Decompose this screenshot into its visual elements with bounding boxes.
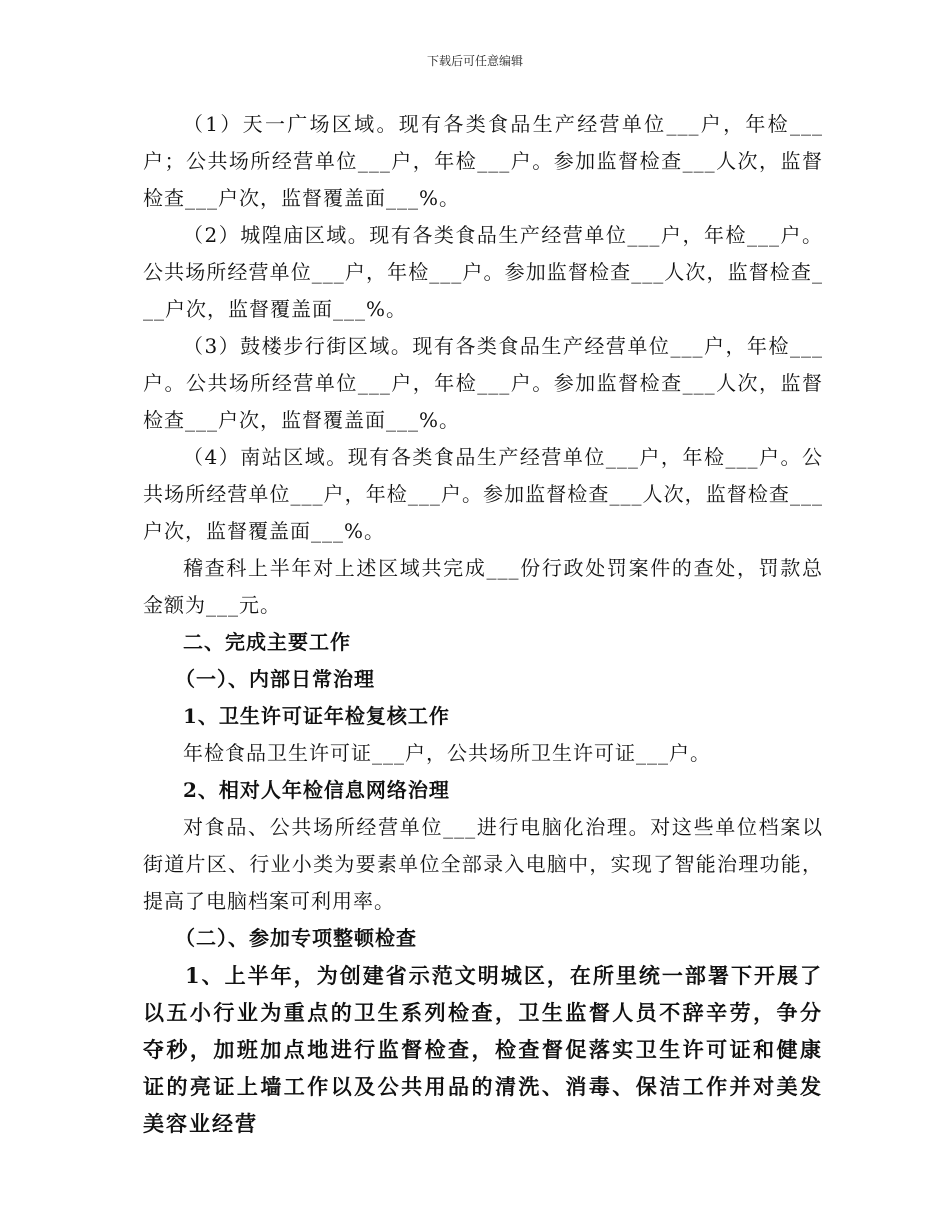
item-text-special-inspection: 1、上半年，为创建省示范文明城区，在所里统一部署下开展了以五小行业为重点的卫生系列检查，卫生监督人员不辞辛劳，争分夺秒，加班加点地进行监督检查，检查督促落实卫生许可证和健康证的亮证上墙工作以及公共用品的清洗、消毒、保洁工作并对美发美容业经营 [143,963,823,1136]
item-text-license-review: 年检食品卫生许可证___户，公共场所卫生许可证___户。 [183,741,711,765]
paragraph-area-1: （1）天一广场区域。现有各类食品生产经营单位___户，年检___户；公共场所经营单位___户，年检___户。参加监督检查___人次，监督检查___户次，监督覆盖面___%。 [143,112,823,210]
paragraph-area-2: （2）城隍庙区域。现有各类食品生产经营单位___户，年检___户。公共场所经营单位___户，年检___户。参加监督检查___人次，监督检查___户次，监督覆盖面___%。 [143,223,823,321]
item-title-network-management: 2、相对人年检信息网络治理 [183,778,450,802]
item-text-network-management: 对食品、公共场所经营单位___进行电脑化治理。对这些单位档案以街道片区、行业小类为要素单位全部录入电脑中，实现了智能治理功能，提高了电脑档案可利用率。 [143,815,823,913]
paragraph-penalty-summary: 稽查科上半年对上述区域共完成___份行政处罚案件的查处，罚款总金额为___元。 [143,556,823,617]
document-body [143,106,823,1142]
section-title-main-work: 二、完成主要工作 [183,630,351,654]
paragraph-area-3: （3）鼓楼步行街区域。现有各类食品生产经营单位___户，年检___户。公共场所经营单位___户，年检___户。参加监督检查___人次，监督检查___户次，监督覆盖面___%。 [143,334,823,432]
page-header: 下载后可任意编辑 [426,54,523,68]
paragraph-area-4: （4）南站区域。现有各类食品生产经营单位___户，年检___户。公共场所经营单位___户，年检___户。参加监督检查___人次，监督检查___户次，监督覆盖面___%。 [143,445,823,543]
item-title-license-review: 1、卫生许可证年检复核工作 [183,704,450,728]
subsection-title-special-inspection: （二）、参加专项整顿检查 [175,926,417,950]
subsection-title-internal: （一）、内部日常治理 [175,667,375,691]
